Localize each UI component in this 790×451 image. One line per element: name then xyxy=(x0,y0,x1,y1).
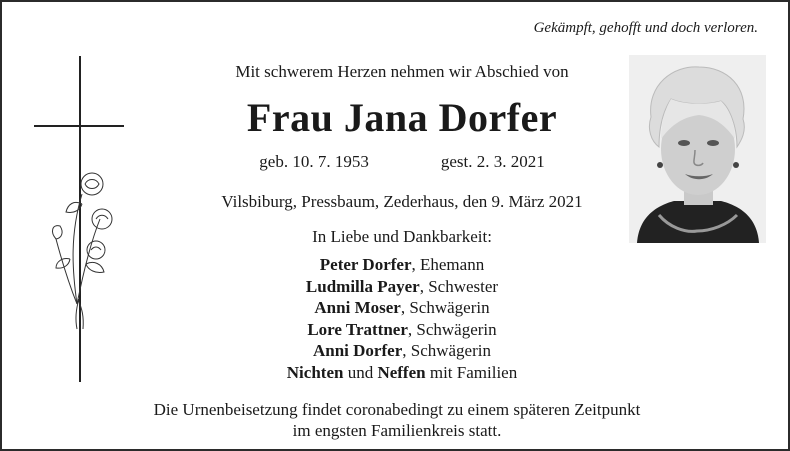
life-dates xyxy=(132,152,672,172)
death-date: gest. 2. 3. 2021 xyxy=(440,152,545,171)
motto: Gekämpft, gehofft und doch verloren. xyxy=(533,20,758,36)
portrait-photo xyxy=(629,55,766,243)
mourner-row: Anni Moser, Schwägerin xyxy=(314,298,490,318)
mourner-row: Lore Trattner, Schwägerin xyxy=(307,319,497,339)
deceased-name: Frau Jana Dorfer xyxy=(246,95,558,140)
place-and-date: Vilsbiburg, Pressbaum, Zederhaus, den 9. März 2021 xyxy=(221,192,583,211)
closing-text: Die Urnenbeisetzung findet coronabedingt zu einem späteren Zeitpunkt im engsten Familienkreis statt. xyxy=(153,400,641,440)
intro-text: Mit schwerem Herzen nehmen wir Abschied von xyxy=(235,62,569,81)
gratitude-line: In Liebe und Dankbarkeit: xyxy=(312,227,492,246)
mourners-list xyxy=(132,254,672,384)
cross-with-roses-icon xyxy=(22,54,142,384)
mourner-row-family: Nichten und Neffen mit Familien xyxy=(286,362,518,382)
mourner-row: Ludmilla Payer, Schwester xyxy=(305,276,499,296)
mourner-row: Anni Dorfer, Schwägerin xyxy=(313,341,491,361)
mourner-row: Peter Dorfer, Ehemann xyxy=(319,255,485,274)
birth-date: geb. 10. 7. 1953 xyxy=(259,152,369,171)
